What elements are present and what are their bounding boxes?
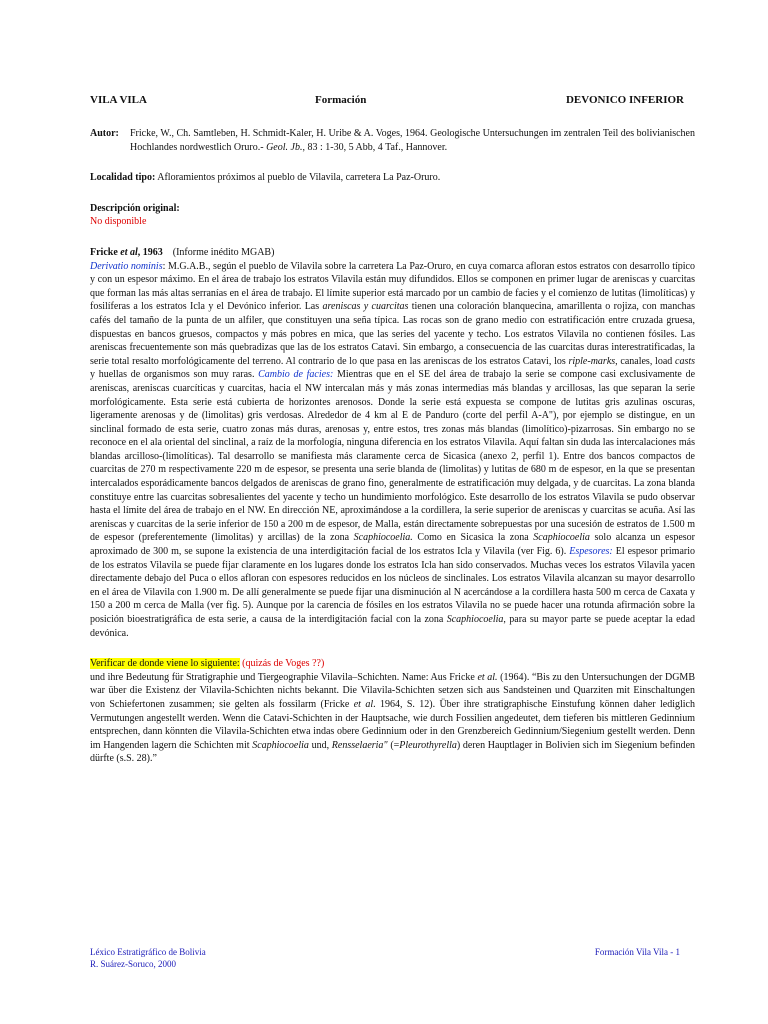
verify-highlight: Verificar de donde viene lo siguiente: xyxy=(90,658,240,670)
verify-note xyxy=(90,657,695,671)
header-unit-name: VILA VILA xyxy=(90,94,147,106)
header-unit-type: Formación xyxy=(315,94,367,106)
author-section xyxy=(90,127,695,154)
espesores-term: Espesores: xyxy=(569,546,613,558)
page-footer xyxy=(90,946,680,970)
footer-page-label: Formación Vila Vila - 1 xyxy=(594,947,680,957)
header-age: DEVONICO INFERIOR xyxy=(565,94,684,106)
footer-author: R. Suárez-Soruco, 2000 xyxy=(90,959,176,969)
german-quotation: und ihre Bedeutung für Stratigraphie und Tiergeographie Vilavila–Schichten. Name: Aus Fricke et al. (1964). “Bis zu den Untersuchungen der DGMB war über die Existenz der Vilavila-Schichten nichts bekannt. Die Vilavila-Schichten setzen sich aus Sandsteinen und Quarziten mit Einschaltungen von Schiefertonen zusammen; sie gelten als fossilarm (Fricke et al. 1964, S. 12). Über ihre stratigraphische Einstufung können daher lediglich Vermutungen angestellt werden. Wenn die Catavi-Schichten in der Hauptsache, wie durch Fossilien angedeutet, dem tieferen bis mittleren Gedinnium entsprechen, dann könnten die Vilavila-Schichten etwa indas obere Gedinnium oder in den Grenzbereich Gedinnium/Siegenium gestellt werden. Denn im Hangenden lagern die Schichten mit Scaphiocoelia und, Rensselaeria" (=Pleurothyrella) deren Hauptlager in Bolivien sich im Siegenium befinden dürfte (s.S. 28).” xyxy=(90,671,696,765)
original-description-value: No disponible xyxy=(90,216,147,228)
derivatio-nominis-term: Derivatio nominis xyxy=(90,260,163,272)
original-description-label: Descripción original: xyxy=(90,202,180,214)
fricke-description: Derivatio nominis: M.G.A.B., según el pueblo de Vilavila sobre la carretera La Paz-Oruro, en cuya comarca afloran estos estratos con desarrollo típico y con un espesor máximo. En el área de trabajo los estratos Vilavila están muy difundidos. Ellos se componen en primer lugar de areniscas y cuarcitas que forman las más altas serranías en el área de trabajo. El límite superior está marcado por un cambio de facies y el comienzo de lutitas (limolíticas) y fosilíferas a los estratos Icla y el Devónico inferior. Las areniscas y cuarcitas tienen una coloración blanquecina, amarillenta o rojiza, con manchas cafés del tamaño de la punta de un alfiler, que constituyen una seña típica. Las rocas son de grano medio con estratificación entre cruzada gruesa, dispuestas en bancos gruesos, compactos y más pobres en mica, que las series del yacente y techo. Los estratos Vilavila no contienen fósiles. Las areniscas frecuentemente son más quebradizas que las de los estratos Catavi. Sin embargo, a consecuencia de las cuarcitas duras interestratificadas, la serie total resalto morfológicamente del terreno. Al contrario de lo que pasa en las areniscas de los estratos Catavi, los riple-marks, canales, load casts y huellas de organismos son muy raras. Cambio de facies: Mientras que en el SE del área de trabajo la serie se compone casi exclusivamente de areniscas, areniscas cuarcíticas y cuarcitas, hacia el NW intercalan más y más zonas intermedias más blandas y arcillosas, las que separan la serie morfológicamente. Esta serie está cubierta de horizontes arenosos. Donde la serie está expuesta se compone de lutitas gris azulinas oscuras, ligeramente arenosas y de (limolitas) gris verdosas. Alrededor de 4 km al E de Panduro (corte del perfil A-A"), por ejemplo se distingue, en un sinclinal formado de esta serie, cuatro zonas más duras, arenosas y, entre estos, tres zonas más blandas (limolítico)-pizarrosas. Sin embargo no se reconoce en el ala oriental del sinclinal, a raíz de la morfología, ninguna diferencia en los estratos Vilavila. Aquí faltan sin duda las intercalaciones más blandas arcilloso-(limolíticas). Tal desarrollo se manifiesta más claramente cerca de Sicasica (anexo 2, perfil 1). Entre dos bancos compactos de cuarcitas de 270 m respectivamente 220 m de espesor, se presenta una serie blanda de (limolitas) y lutitas de 680 m de espesor, en la que se presentan intercalados esporádicamente bancos delgados de areniscas de grano fino, generalmente de estratificación muy delgada, y de cuarcitas. La zona blanda constituye entre las cuarcitas sobresalientes del yacente y techo un hundimiento morfológico. Este desarrollo de los estratos Vilavila se pudo observar hasta el límite del área de trabajo en el NW. En dirección NE, aproximándose a la cordillera, la serie superior de areniscas y cuarcitas se acuña. Así las areniscas y cuarcitas de la serie inferior de 150 a 200 m de espesor, de Malla, están directamente sobrepuestas por una sucesión de estratos de 1.500 m de espesor (preferentemente (limolitas) y arcillas) de la zona Scaphiocoelia. Como en Sicasica la zona Scaphiocoelia solo alcanza un espesor aproximado de 300 m, se supone la existencia de una interdigitación facial de los estratos Icla y Vilavila (ver Fig. 6). Espesores: El espesor primario de los estratos Vilavila se puede fijar claramente en los lugares donde los estratos Icla han sido conservados. Muchas veces los estratos Vilavila yacen directamente debajo del Puca o ellos afloran con espesores reducidos en los núcleos de sinclinales. Los estratos Vilavila alcanzan su mayor desarrollo en el área de Vilavila con 1.900 m. De allí generalmente se puede fijar una disminución al N acercándose a la cordillera hasta 500 m cerca de Caxata y 150 a 200 m cerca de Malla (ver fig. 5). Aunque por la carencia de fósiles en los estratos Vilavila no se puede hacer una rotunda afirmación sobre la posición bioestratigráfica de esta serie, a causa de la interdigitación facial con la zona Scaphiocoelia, para su mayor parte se puede aceptar la edad devónica. xyxy=(90,260,696,639)
page-header xyxy=(90,94,688,110)
original-description xyxy=(90,202,695,229)
cambio-de-facies-term: Cambio de facies: xyxy=(258,369,334,381)
type-locality: Localidad tipo: Afloramientos próximos al pueblo de Vilavila, carretera La Paz-Oruro. xyxy=(90,172,441,184)
footer-publication: Léxico Estratigráfico de Bolivia xyxy=(90,947,206,957)
document-body xyxy=(90,127,695,766)
verify-comment: (quizás de Voges ??) xyxy=(239,658,325,670)
fricke-heading: Fricke et al, 1963 (Informe inédito MGAB) xyxy=(90,246,275,258)
type-locality-label: Localidad tipo: xyxy=(90,172,156,184)
author-label: Autor: xyxy=(90,128,119,139)
author-reference: Fricke, W., Ch. Samtleben, H. Schmidt-Kaler, H. Uribe & A. Voges, 1964. Geologische Untersuchungen im zentralen Teil des bolivianischen Hochlandes nordwestlich Oruro.- Geol. Jb., 83 : 1-30, 5 Abb, 4 Taf., Hannover. xyxy=(130,128,695,153)
